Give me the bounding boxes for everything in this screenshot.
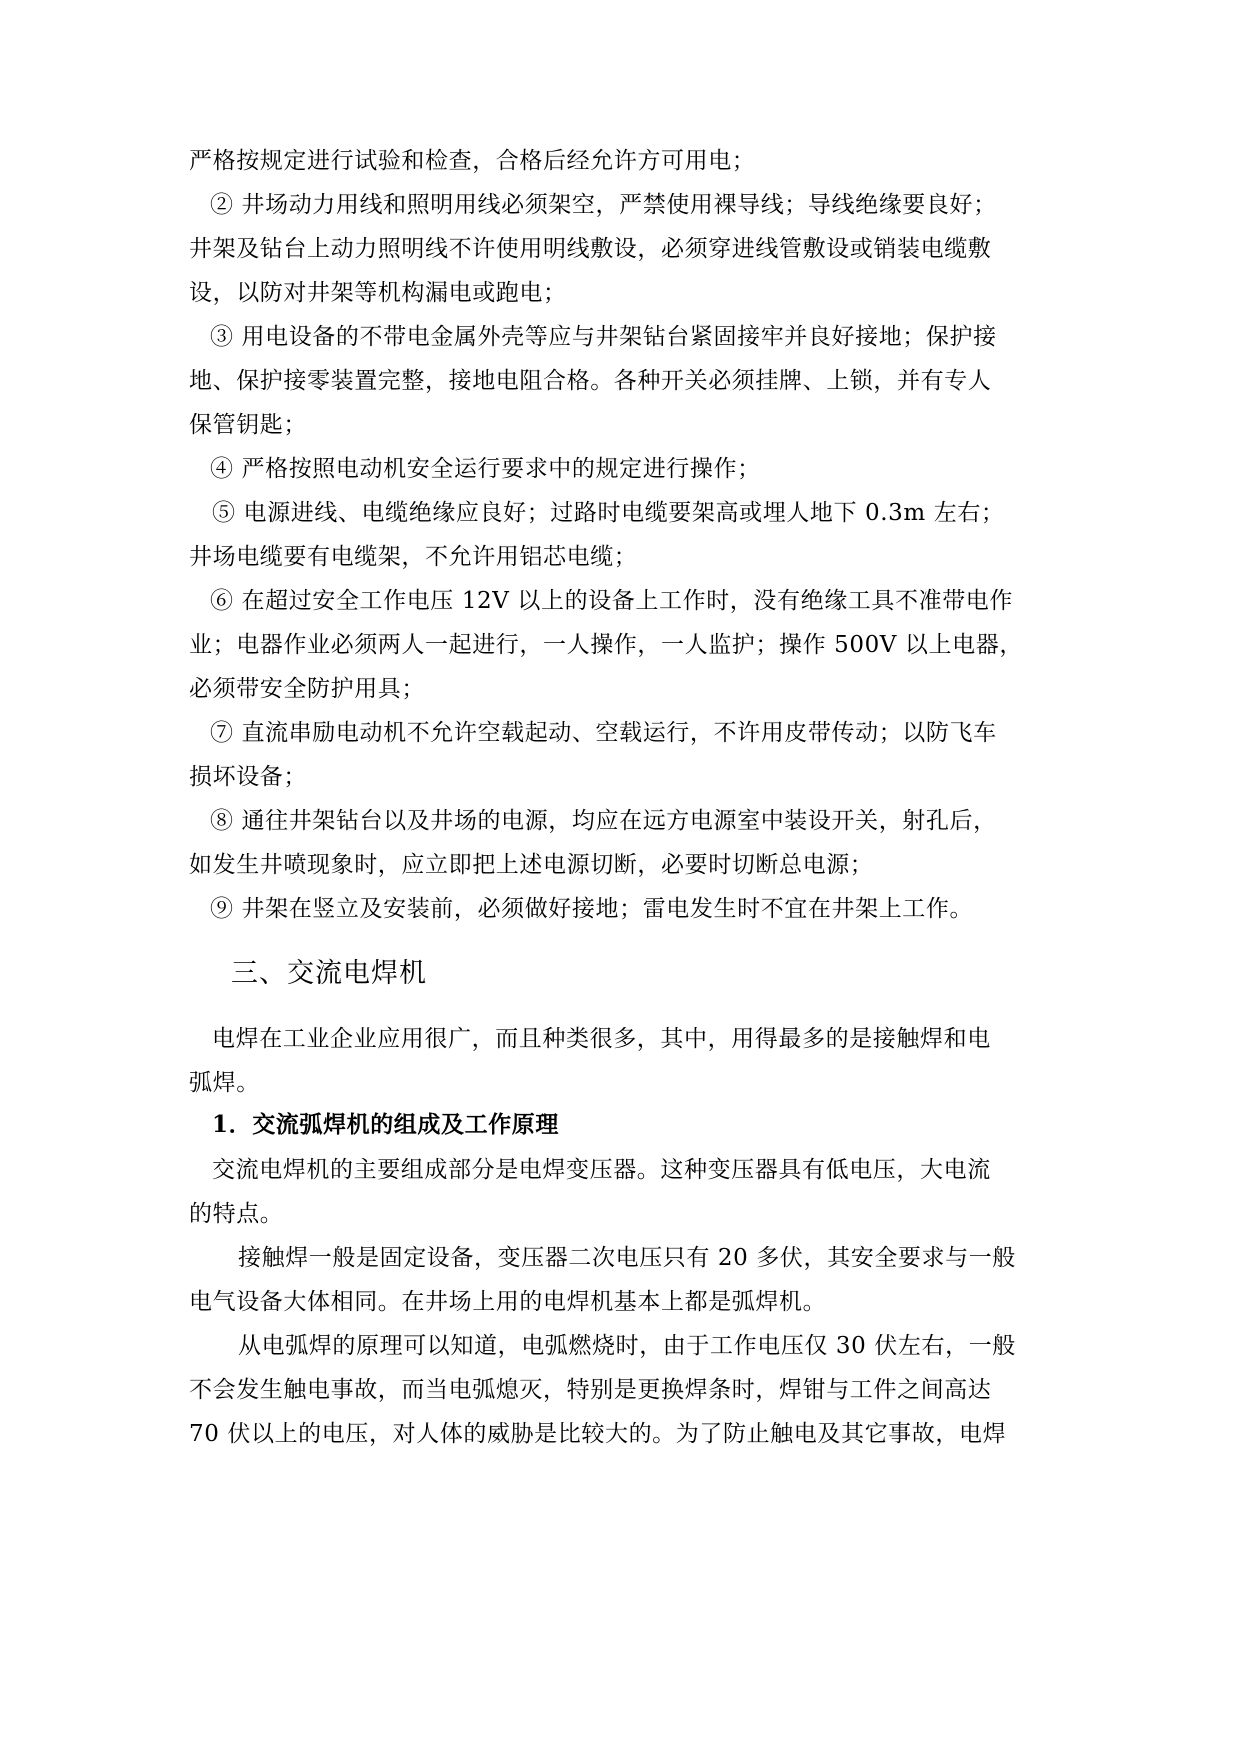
- text-line-16: ⑧ 通往井架钻台以及井场的电源，均应在远方电源室中装设开关，射孔后，: [210, 808, 997, 834]
- body-line-7: 70 伏以上的电压，对人体的威胁是比较大的。为了防止触电及其它事故，电焊: [189, 1421, 1007, 1447]
- text-line-15: 损坏设备；: [189, 764, 307, 790]
- text-line-3: 井架及钻台上动力照明线不许使用明线敷设，必须穿进线管敷设或销装电缆敷: [189, 236, 992, 262]
- body-line-3: 接触焊一般是固定设备，变压器二次电压只有 20 多伏，其安全要求与一般: [238, 1245, 1016, 1271]
- intro-line-2: 弧焊。: [189, 1070, 260, 1096]
- text-line-6: 地、保护接零装置完整，接地电阻合格。各种开关必须挂牌、上锁，并有专人: [189, 368, 992, 394]
- text-line-17: 如发生井喷现象时，应立即把上述电源切断，必要时切断总电源；: [189, 852, 874, 878]
- body-line-2: 的特点。: [189, 1201, 284, 1227]
- text-line-14: ⑦ 直流串励电动机不允许空载起动、空载运行，不许用皮带传动；以防飞车: [210, 720, 997, 746]
- text-line-13: 必须带安全防护用具；: [189, 676, 425, 702]
- body-line-4: 电气设备大体相同。在井场上用的电焊机基本上都是弧焊机。: [189, 1289, 827, 1315]
- intro-line-1: 电焊在工业企业应用很广，而且种类很多，其中，用得最多的是接触焊和电: [212, 1026, 991, 1052]
- body-line-1: 交流电焊机的主要组成部分是电焊变压器。这种变压器具有低电压，大电流: [212, 1157, 991, 1183]
- text-line-8: ④ 严格按照电动机安全运行要求中的规定进行操作；: [210, 456, 761, 482]
- text-line-1: 严格按规定进行试验和检查，合格后经允许方可用电；: [189, 148, 756, 174]
- text-line-11: ⑥ 在超过安全工作电压 12V 以上的设备上工作时，没有绝缘工具不准带电作: [210, 588, 1014, 614]
- body-line-5: 从电弧焊的原理可以知道，电弧燃烧时，由于工作电压仅 30 伏左右，一般: [238, 1333, 1016, 1359]
- text-line-10: 井场电缆要有电缆架，不允许用铝芯电缆；: [189, 544, 638, 570]
- text-line-12: 业；电器作业必须两人一起进行，一人操作，一人监护；操作 500V 以上电器，: [189, 632, 1023, 658]
- text-line-2: ② 井场动力用线和照明用线必须架空，严禁使用裸导线；导线绝缘要良好；: [210, 192, 997, 218]
- text-line-7: 保管钥匙；: [189, 412, 307, 438]
- text-line-5: ③ 用电设备的不带电金属外壳等应与井架钻台紧固接牢并良好接地；保护接: [210, 324, 997, 350]
- text-line-4: 设，以防对井架等机构漏电或跑电；: [189, 280, 567, 306]
- subsection-heading: 1．交流弧焊机的组成及工作原理: [212, 1111, 560, 1138]
- body-line-6: 不会发生触电事故，而当电弧熄灭，特别是更换焊条时，焊钳与工件之间高达: [189, 1377, 992, 1403]
- text-line-18: ⑨ 井架在竖立及安装前，必须做好接地；雷电发生时不宜在井架上工作。: [210, 896, 974, 922]
- section-heading: 三、交流电焊机: [231, 958, 427, 989]
- text-line-9: ⑤ 电源进线、电缆绝缘应良好；过路时电缆要架高或埋人地下 0.3m 左右；: [212, 500, 1005, 526]
